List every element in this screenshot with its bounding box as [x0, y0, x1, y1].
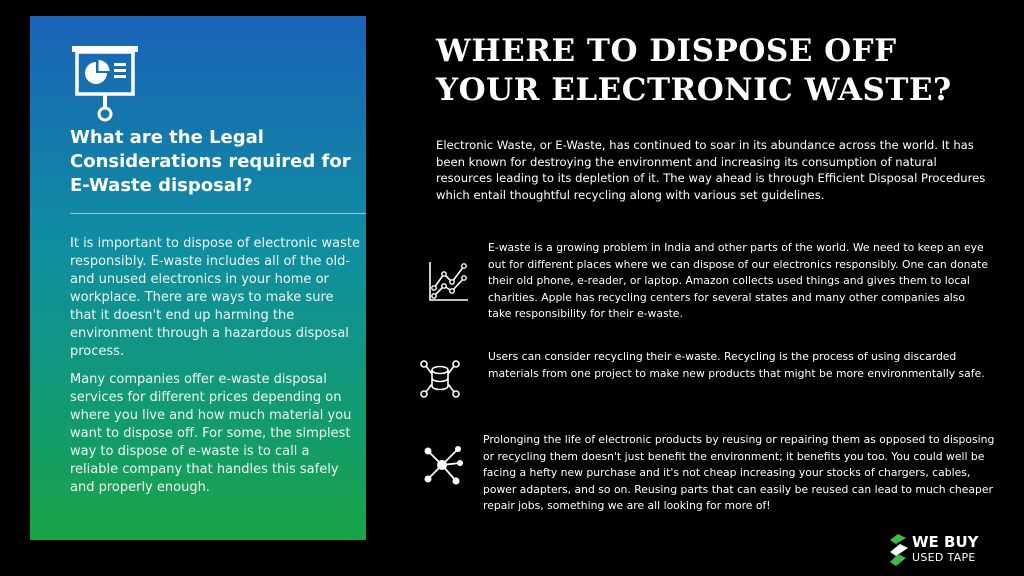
disposal-point-2: Users can consider recycling their e-waste. Recycling is the process of using discarded materials from one project to make new products that might be more environmentally safe. — [488, 350, 985, 380]
panel-paragraph-1: It is important to dispose of electronic waste responsibly. E-waste includes all of the old- and unused electronics in your home or workplace. There are ways to make sure that it doesn't end up harming the environment through a hazardous disposal process. — [70, 236, 360, 359]
panel-body — [70, 235, 360, 507]
presentation-board-icon — [70, 44, 140, 124]
disposal-point-3: Prolonging the life of electronic products by reusing or repairing them as opposed to disposing or recycling them doesn't just benefit the environment; it benefits you too. You could well be facing a hefty new purchase and it's not cheap increasing your stocks of chargers, cables, power adapters, and so on. Reusing parts that can easily be reused can lead to much cheaper repair jobs, something we are all looking for more of! — [483, 433, 995, 513]
panel-paragraph-2: Many companies offer e-waste disposal services for different prices depending on where you live and how much material you want to dispose off. For some, the simplest way to dispose of e-waste is to call a reliable company that handles this safely and properly enough. — [70, 372, 352, 495]
info-panel — [30, 16, 366, 540]
logo-mark-icon — [888, 534, 908, 566]
disposal-point-1: E-waste is a growing problem in India and other parts of the world. We need to keep an eye out for different places where we can dispose of our electronics responsibly. One can donate their old phone, e-reader, or laptop. Amazon collects used things and gives them to local charities. Apple has recycling centers for several states and many other companies also take responsibility for their e-waste. — [488, 241, 989, 321]
logo-line-2: USED TAPE — [912, 551, 976, 564]
logo-line-1: WE BUY — [912, 533, 979, 551]
line-chart-icon — [426, 260, 470, 304]
panel-divider — [70, 213, 366, 214]
panel-heading: What are the Legal Considerations required for E-Waste disposal? — [70, 127, 351, 196]
database-network-icon — [418, 356, 462, 400]
intro-paragraph: Electronic Waste, or E-Waste, has continued to soar in its abundance across the world. It has been known for destroying the environment and increasing its consumption of natural resources leading to its depletion of it. The way ahead is through Efficient Disposal Procedures which entail thoughtful recycling along with various set guidelines. — [436, 138, 986, 202]
company-logo — [888, 534, 998, 568]
network-hub-icon — [420, 443, 464, 487]
page-title: WHERE TO DISPOSE OFF YOUR ELECTRONIC WASTE? — [436, 33, 952, 108]
